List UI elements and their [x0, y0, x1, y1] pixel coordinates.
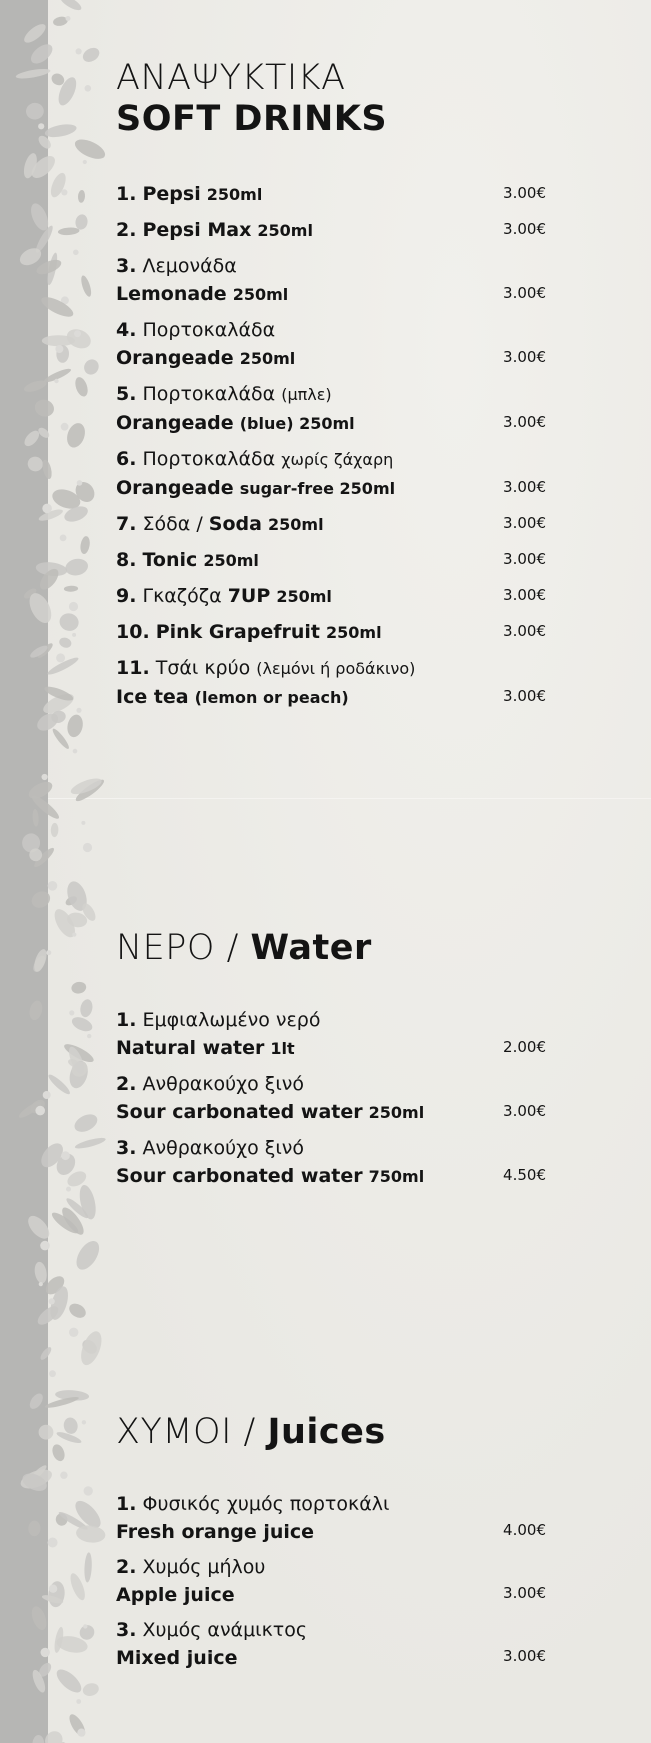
menu-item: [116, 654, 546, 712]
berry-shape: [83, 160, 87, 164]
leaf-pattern-icon: [0, 0, 112, 1743]
soft-drinks-list: [116, 180, 546, 712]
leaf-shape: [62, 1416, 79, 1435]
leaf-shape: [24, 1212, 53, 1242]
item-name-greek: Ανθρακούχο ξινό: [142, 1137, 305, 1159]
leaf-shape: [26, 455, 45, 473]
item-number: 1.: [116, 183, 137, 205]
leaf-border-decoration: [0, 0, 112, 1743]
leaf-shape: [79, 274, 93, 297]
berry-shape: [69, 1328, 78, 1337]
leaf-shape: [70, 1014, 95, 1034]
item-price: 3.00€: [503, 1102, 546, 1120]
item-name-english: Tonic: [142, 549, 198, 571]
berry-shape: [73, 749, 78, 754]
item-number: 8.: [116, 549, 137, 571]
menu-item: [116, 1553, 546, 1609]
leaf-shape: [72, 1111, 101, 1136]
item-name-english: Sour carbonated water: [116, 1165, 363, 1187]
leaf-shape: [65, 713, 84, 738]
item-name-english: Soda: [208, 513, 262, 535]
leaf-shape: [32, 1735, 44, 1743]
item-price: 3.00€: [503, 514, 546, 532]
item-size: 250ml: [239, 349, 296, 368]
item-price: 3.00€: [503, 550, 546, 568]
leaf-shape: [81, 357, 101, 378]
item-number: 4.: [116, 319, 137, 341]
leaf-shape: [47, 1580, 66, 1608]
berry-shape: [72, 933, 76, 937]
item-number: 1.: [116, 1493, 137, 1515]
berry-shape: [76, 48, 82, 54]
item-number: 5.: [116, 383, 137, 405]
item-price: 4.50€: [503, 1166, 546, 1184]
juices-title-english: Juices: [267, 1412, 386, 1452]
berry-shape: [69, 602, 78, 611]
berry-shape: [61, 189, 67, 195]
leaf-shape: [74, 213, 88, 230]
berry-shape: [66, 16, 71, 21]
item-name-greek: Χυμός ανάμικτος: [142, 1619, 308, 1641]
berry-shape: [61, 1151, 70, 1160]
leaf-shape: [15, 67, 51, 80]
menu-item: [116, 1070, 546, 1127]
leaf-shape: [46, 1072, 72, 1096]
berry-shape: [69, 1010, 74, 1015]
item-size: 250ml: [232, 285, 289, 304]
item-size: 1lt: [270, 1039, 295, 1058]
berry-shape: [73, 250, 79, 256]
item-name-greek: Ανθρακούχο ξινό: [142, 1073, 305, 1095]
item-price: 2.00€: [503, 1038, 546, 1056]
item-price: 3.00€: [503, 1584, 546, 1602]
item-size: 250ml: [276, 587, 332, 606]
leaf-shape: [38, 1425, 53, 1440]
berry-shape: [39, 1282, 43, 1286]
soft-drinks-title: [116, 58, 546, 140]
water-title: [116, 928, 546, 969]
water-title-greek: ΝΕΡΟ /: [116, 928, 239, 968]
leaf-shape: [58, 636, 73, 650]
leaf-shape: [79, 536, 91, 555]
berry-shape: [82, 1420, 86, 1424]
berry-shape: [77, 480, 83, 486]
water-list: [116, 1006, 546, 1191]
menu-item: [116, 216, 546, 245]
berry-shape: [56, 653, 65, 662]
item-name-english: Pepsi: [142, 183, 201, 205]
item-number: 9.: [116, 585, 137, 607]
berry-shape: [74, 330, 81, 337]
menu-item: [116, 180, 546, 209]
item-size: 750ml: [368, 1167, 425, 1186]
item-name-english: Apple juice: [116, 1584, 235, 1606]
item-price: 3.00€: [503, 284, 546, 302]
berry-shape: [77, 1729, 85, 1737]
leaf-shape: [58, 227, 80, 236]
berry-shape: [66, 1187, 71, 1192]
leaf-shape: [64, 326, 94, 352]
item-number: 2.: [116, 219, 137, 241]
item-name-greek: Εμφιαλωμένο νερό: [142, 1009, 321, 1031]
menu-item: [116, 445, 546, 503]
item-number: 3.: [116, 255, 137, 277]
item-name-english: Natural water: [116, 1037, 265, 1059]
item-size: (lemon or peach): [194, 688, 349, 707]
leaf-shape: [28, 41, 56, 68]
leaf-shape: [64, 585, 78, 591]
item-name-english: Pepsi Max: [142, 219, 252, 241]
item-number: 1.: [116, 1009, 137, 1031]
item-name-english: Orangeade: [116, 412, 234, 434]
item-number: 3.: [116, 1619, 137, 1641]
leaf-shape: [25, 102, 44, 120]
berry-shape: [61, 423, 69, 431]
item-note-greek: (λεμόνι ή ροδάκινο): [256, 659, 416, 678]
item-size: sugar-free 250ml: [239, 479, 396, 498]
juices-title-greek: ΧΥΜΟΙ /: [116, 1412, 256, 1452]
water-title-english: Water: [250, 928, 372, 968]
item-price: 3.00€: [503, 478, 546, 496]
berry-shape: [60, 1472, 67, 1479]
berry-shape: [83, 843, 92, 852]
leaf-shape: [74, 1136, 106, 1151]
item-price: 3.00€: [503, 220, 546, 238]
item-size: 250ml: [203, 551, 259, 570]
leaf-shape: [57, 611, 80, 633]
leaf-shape: [81, 1681, 100, 1697]
item-name-greek: Χυμός μήλου: [142, 1556, 266, 1578]
item-name-greek: Πορτοκαλάδα: [142, 319, 276, 341]
item-price: 3.00€: [503, 348, 546, 366]
item-name-greek: Πορτοκαλάδα: [142, 448, 276, 470]
berry-shape: [55, 345, 63, 353]
leaf-shape: [42, 1728, 67, 1743]
item-name-english: Sour carbonated water: [116, 1101, 363, 1123]
leaf-shape: [50, 1443, 67, 1463]
leaf-shape: [67, 1301, 89, 1321]
berry-shape: [38, 123, 44, 129]
juices-section: [116, 1412, 546, 1453]
item-price: 3.00€: [503, 622, 546, 640]
item-price: 4.00€: [503, 1521, 546, 1539]
juices-list: [116, 1490, 546, 1672]
berry-shape: [83, 1624, 87, 1628]
leaf-shape: [27, 1391, 45, 1411]
leaf-shape: [53, 1666, 85, 1697]
menu-item: [116, 546, 546, 575]
berry-shape: [81, 821, 85, 825]
berry-shape: [76, 708, 81, 713]
menu-item: [116, 252, 546, 309]
item-note-greek: (μπλε): [281, 385, 332, 404]
item-name-english: Orangeade: [116, 477, 234, 499]
leaf-shape: [33, 1261, 48, 1284]
leaf-shape: [21, 21, 48, 46]
menu-item: [116, 582, 546, 611]
item-number: 6.: [116, 448, 137, 470]
leaf-shape: [70, 981, 87, 995]
item-number: 7.: [116, 513, 137, 535]
berry-shape: [60, 535, 67, 542]
item-name-greek: Φυσικός χυμός πορτοκάλι: [142, 1493, 390, 1515]
berry-shape: [42, 504, 52, 514]
item-number: 10.: [116, 621, 150, 643]
item-name-english: Pink Grapefruit: [155, 621, 320, 643]
soft-drinks-title-english: SOFT DRINKS: [116, 98, 388, 139]
item-price: 3.00€: [503, 586, 546, 604]
item-name-greek: Λεμονάδα: [142, 255, 237, 277]
berry-shape: [43, 1091, 51, 1099]
leaf-shape: [41, 459, 54, 480]
leaf-shape: [77, 1183, 99, 1220]
item-name-english: 7UP: [227, 585, 271, 607]
leaf-shape: [80, 45, 102, 65]
leaf-shape: [64, 557, 90, 577]
item-price: 3.00€: [503, 184, 546, 202]
juices-title: [116, 1412, 546, 1453]
berry-shape: [41, 1648, 50, 1657]
leaf-shape: [84, 1552, 93, 1583]
item-name-english: Orangeade: [116, 347, 234, 369]
leaf-shape: [79, 998, 94, 1018]
item-name-greek: Γκαζόζα: [142, 585, 222, 607]
berry-shape: [85, 85, 92, 92]
berry-shape: [40, 1241, 50, 1251]
berry-shape: [72, 633, 76, 637]
berry-shape: [48, 881, 58, 891]
leaf-shape: [51, 823, 59, 837]
berry-shape: [87, 1034, 91, 1038]
leaf-shape: [29, 1604, 49, 1632]
item-name-greek: Σόδα /: [142, 513, 203, 535]
item-number: 2.: [116, 1556, 137, 1578]
leaf-shape: [72, 136, 108, 163]
item-size: 250ml: [368, 1103, 425, 1122]
leaf-shape: [29, 888, 53, 911]
item-note-greek: χωρίς ζάχαρη: [281, 450, 394, 469]
menu-item: [116, 1616, 546, 1672]
berry-shape: [46, 950, 51, 955]
leaf-shape: [44, 122, 78, 139]
menu-item: [116, 618, 546, 647]
berry-shape: [48, 1538, 58, 1548]
menu-item: [116, 510, 546, 539]
leaf-shape: [28, 999, 45, 1021]
leaf-shape: [72, 1237, 104, 1273]
item-price: 3.00€: [503, 687, 546, 705]
leaf-shape: [77, 1329, 106, 1368]
soft-drinks-section: [116, 58, 546, 140]
leaf-shape: [78, 190, 86, 203]
item-size: 250ml: [206, 185, 263, 204]
item-size: 250ml: [326, 623, 382, 642]
menu-item: [116, 1006, 546, 1063]
item-name-english: Mixed juice: [116, 1647, 238, 1669]
item-name-greek: Τσάι κρύο: [155, 657, 251, 679]
berry-shape: [54, 379, 58, 383]
item-size: (blue) 250ml: [239, 414, 355, 433]
item-price: 3.00€: [503, 1647, 546, 1665]
item-number: 2.: [116, 1073, 137, 1095]
berry-shape: [76, 1699, 81, 1704]
menu-item: [116, 1490, 546, 1546]
berry-shape: [49, 1585, 57, 1593]
leaf-shape: [28, 1520, 41, 1536]
leaf-shape: [33, 397, 57, 419]
item-size: 250ml: [268, 515, 324, 534]
item-size: 250ml: [257, 221, 313, 240]
water-section: [116, 928, 546, 969]
berry-shape: [49, 1370, 56, 1377]
item-number: 11.: [116, 657, 150, 679]
leaf-shape: [73, 375, 90, 398]
berry-shape: [49, 1298, 55, 1304]
leaf-shape: [32, 809, 39, 827]
menu-item: [116, 316, 546, 373]
menu-item: [116, 1134, 546, 1191]
menu-item: [116, 380, 546, 438]
berry-shape: [35, 1106, 45, 1116]
berry-shape: [42, 774, 48, 780]
item-price: 3.00€: [503, 413, 546, 431]
soft-drinks-title-greek: ΑΝΑΨΥΚΤΙΚΑ: [116, 58, 346, 98]
item-name-english: Ice tea: [116, 686, 189, 708]
item-name-english: Lemonade: [116, 283, 227, 305]
berry-shape: [84, 1486, 93, 1495]
leaf-shape: [39, 1345, 54, 1361]
item-number: 3.: [116, 1137, 137, 1159]
leaf-shape: [39, 293, 76, 320]
item-name-english: Fresh orange juice: [116, 1521, 315, 1543]
item-name-greek: Πορτοκαλάδα: [142, 383, 276, 405]
leaf-shape: [58, 0, 83, 13]
